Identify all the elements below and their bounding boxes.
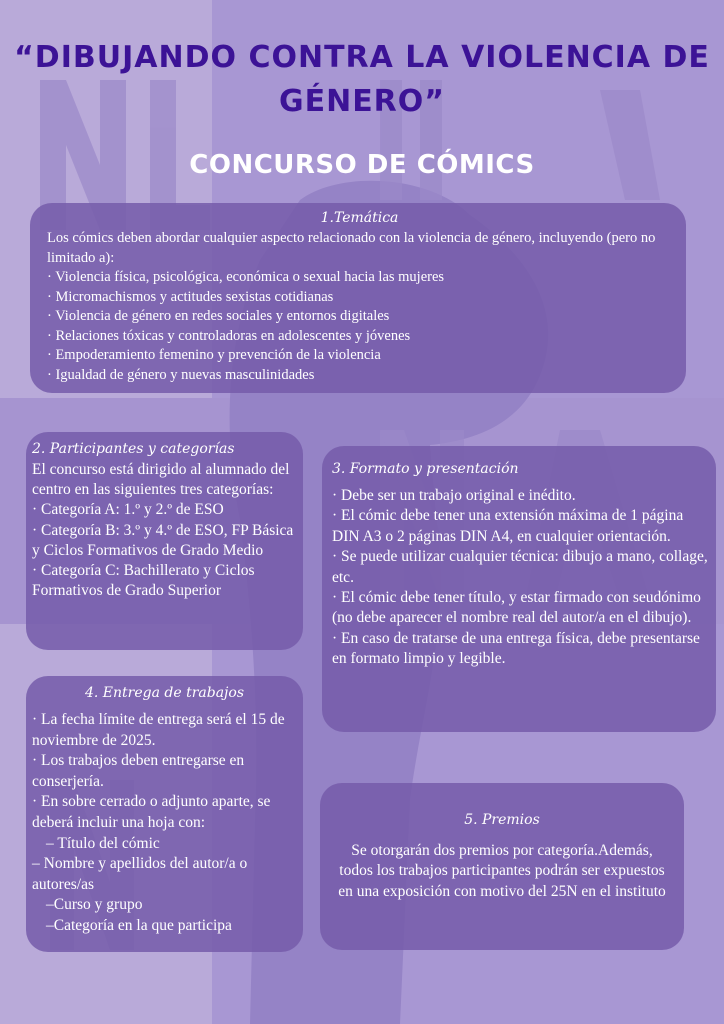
premios-text: Se otorgarán dos premios por categoría.Además, todos los trabajos participantes podrán ser expuestos en una exposición con motivo del 25N en el instituto bbox=[338, 842, 666, 900]
section-formato bbox=[322, 446, 716, 732]
section-entrega bbox=[26, 676, 303, 952]
tematica-intro: Los cómics deben abordar cualquier aspecto relacionado con la violencia de género, incluyendo (pero no limitado a): bbox=[47, 230, 656, 266]
list-item: · La fecha límite de entrega será el 15 de noviembre de 2025. bbox=[32, 711, 285, 749]
list-item: · En caso de tratarse de una entrega física, debe presentarse en formato limpio y legible. bbox=[332, 629, 700, 668]
list-item: · Categoría C: Bachillerato y Ciclos Formativos de Grado Superior bbox=[32, 562, 255, 600]
section-heading-tematica: 1.Temática bbox=[320, 210, 399, 226]
section-premios bbox=[320, 783, 684, 950]
section-heading-participantes: 2. Participantes y categorías bbox=[32, 441, 235, 457]
list-item: · Violencia física, psicológica, económica o sexual hacia las mujeres bbox=[47, 269, 445, 285]
entrega-list bbox=[32, 710, 297, 937]
section-body-tematica bbox=[47, 229, 672, 385]
section-heading-premios: 5. Premios bbox=[464, 812, 540, 828]
list-item: · Violencia de género en redes sociales y entornos digitales bbox=[47, 308, 390, 324]
list-item: · El cómic debe tener título, y estar firmado con seudónimo (no debe aparecer el nombre real del autor/a en el dibujo). bbox=[332, 589, 701, 627]
section-tematica bbox=[30, 203, 686, 393]
list-item: · Se puede utilizar cualquier técnica: dibujo a mano, collage, etc. bbox=[332, 548, 708, 586]
list-item: · Micromachismos y actitudes sexistas cotidianas bbox=[47, 288, 334, 305]
poster-title: “DIBUJANDO CONTRA LA VIOLENCIA DE GÉNERO” bbox=[14, 40, 710, 119]
section-heading-entrega: 4. Entrega de trabajos bbox=[84, 685, 245, 701]
list-item: · Empoderamiento femenino y prevención de la violencia bbox=[47, 347, 381, 363]
tematica-list bbox=[47, 268, 672, 385]
list-item: · Relaciones tóxicas y controladoras en adolescentes y jóvenes bbox=[47, 327, 411, 344]
poster-subtitle: CONCURSO DE CÓMICS bbox=[189, 150, 535, 180]
list-item: · En sobre cerrado o adjunto aparte, se deberá incluir una hoja con: bbox=[32, 793, 271, 831]
list-item: · Debe ser un trabajo original e inédito. bbox=[332, 487, 576, 504]
participantes-list bbox=[32, 500, 297, 601]
list-subitem: –Categoría en la que participa bbox=[46, 916, 232, 934]
participantes-intro: El concurso está dirigido al alumnado del centro en las siguientes tres categorías: bbox=[32, 461, 290, 499]
list-item: · El cómic debe tener una extensión máxima de 1 página DIN A3 o 2 páginas DIN A4, en cualquier orientación. bbox=[332, 507, 684, 545]
section-heading-formato: 3. Formato y presentación bbox=[332, 461, 519, 477]
section-participantes bbox=[26, 432, 303, 650]
list-item: · Igualdad de género y nuevas masculinidades bbox=[47, 366, 315, 383]
list-subitem: – Título del cómic bbox=[46, 834, 160, 852]
list-item: · Categoría A: 1.º y 2.º de ESO bbox=[32, 501, 224, 519]
list-item: · Categoría B: 3.º y 4.º de ESO, FP Básica y Ciclos Formativos de Grado Medio bbox=[32, 521, 294, 559]
formato-list bbox=[332, 486, 708, 670]
list-item: · Los trabajos deben entregarse en conserjería. bbox=[32, 752, 245, 790]
list-subitem: – Nombre y apellidos del autor/a o autores/as bbox=[32, 855, 248, 893]
list-subitem: –Curso y grupo bbox=[46, 896, 143, 914]
section-body-participantes bbox=[32, 460, 297, 601]
